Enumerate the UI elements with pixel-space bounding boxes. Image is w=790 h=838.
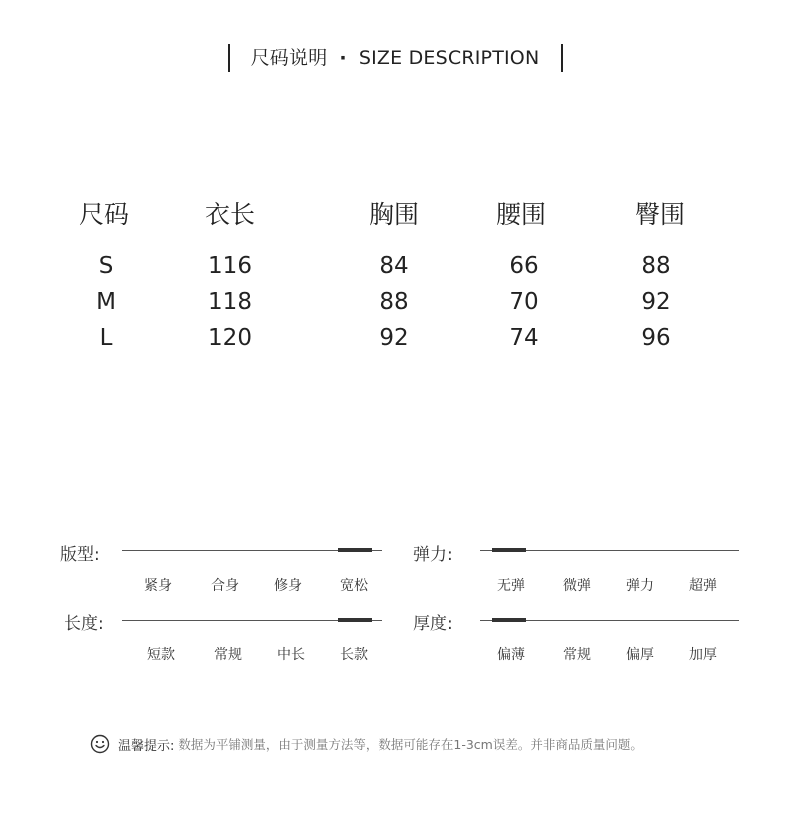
title-separator: · bbox=[339, 47, 347, 69]
row-l-waist: 74 bbox=[509, 325, 539, 351]
tip-label: 温馨提示: bbox=[118, 738, 175, 754]
elasticity-option-1: 无弹 bbox=[497, 578, 525, 594]
thickness-option-3: 偏厚 bbox=[626, 647, 654, 663]
row-l-size: L bbox=[99, 325, 113, 351]
row-m-size: M bbox=[96, 289, 116, 315]
row-s-waist: 66 bbox=[509, 253, 539, 279]
length-scale-marker bbox=[338, 618, 372, 622]
fit-option-2: 合身 bbox=[211, 578, 239, 594]
row-m-bust: 88 bbox=[379, 289, 409, 315]
thickness-label: 厚度: bbox=[413, 614, 453, 634]
tip-note bbox=[90, 731, 730, 757]
title-cn: 尺码说明 bbox=[250, 47, 328, 69]
length-option-3: 中长 bbox=[277, 647, 305, 663]
fit-scale-marker bbox=[338, 548, 372, 552]
length-option-4: 长款 bbox=[340, 647, 368, 663]
elasticity-option-3: 弹力 bbox=[626, 578, 654, 594]
thickness-option-2: 常规 bbox=[563, 647, 591, 663]
length-option-2: 常规 bbox=[214, 647, 242, 663]
fit-label: 版型: bbox=[60, 545, 100, 565]
row-l-length: 120 bbox=[208, 325, 252, 351]
fit-option-4: 宽松 bbox=[340, 578, 368, 594]
smile-icon bbox=[90, 734, 110, 754]
thickness-scale-marker bbox=[492, 618, 526, 622]
page-title bbox=[0, 46, 790, 70]
elasticity-label: 弹力: bbox=[413, 545, 453, 565]
row-l-bust: 92 bbox=[379, 325, 409, 351]
header-bust: 胸围 bbox=[368, 200, 420, 229]
tip-text: 数据为平铺测量，由于测量方法等，数据可能存在1-3cm误差。并非商品质量问题。 bbox=[178, 737, 643, 752]
thickness-option-4: 加厚 bbox=[689, 647, 717, 663]
header-size: 尺码 bbox=[78, 200, 130, 229]
header-waist: 腰围 bbox=[495, 200, 547, 229]
thickness-option-1: 偏薄 bbox=[497, 647, 525, 663]
header-hip: 臀围 bbox=[634, 200, 686, 229]
row-s-hip: 88 bbox=[641, 253, 671, 279]
row-m-waist: 70 bbox=[509, 289, 539, 315]
row-m-length: 118 bbox=[208, 289, 252, 315]
elasticity-option-4: 超弹 bbox=[689, 578, 717, 594]
row-s-bust: 84 bbox=[379, 253, 409, 279]
row-s-size: S bbox=[98, 253, 114, 279]
elasticity-scale-marker bbox=[492, 548, 526, 552]
row-s-length: 116 bbox=[208, 253, 252, 279]
length-label: 长度: bbox=[64, 614, 104, 634]
fit-option-1: 紧身 bbox=[144, 578, 172, 594]
elasticity-option-2: 微弹 bbox=[563, 578, 591, 594]
header-right-bar bbox=[561, 44, 563, 72]
length-option-1: 短款 bbox=[147, 647, 175, 663]
header bbox=[0, 40, 790, 76]
fit-option-3: 修身 bbox=[274, 578, 302, 594]
row-m-hip: 92 bbox=[641, 289, 671, 315]
header-length: 衣长 bbox=[204, 200, 256, 229]
row-l-hip: 96 bbox=[641, 325, 671, 351]
title-en: SIZE DESCRIPTION bbox=[358, 47, 540, 69]
